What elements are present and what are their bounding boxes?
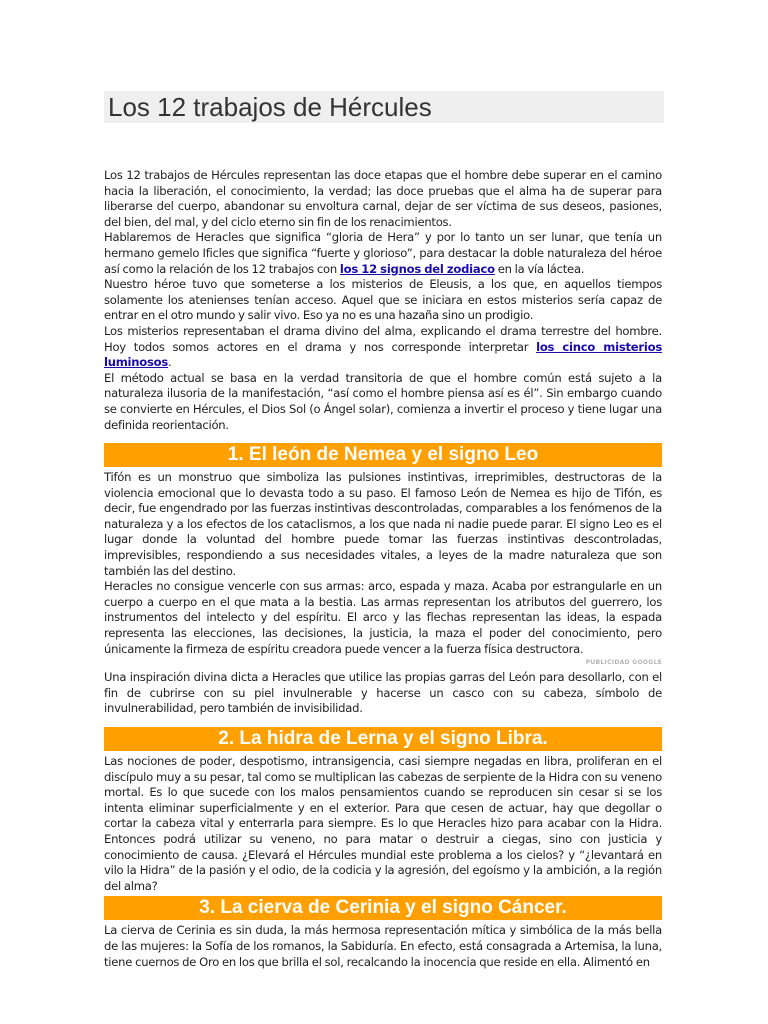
intro-paragraph-1: Los 12 trabajos de Hércules representan las doce etapas que el hombre debe superar en el camino hacia la liberación, el conocimiento, la verdad; las doce pruebas que el alma ha de superar para liberarse del cuerpo, abandonar su envoltura carnal, dejar de ser víctima de sus deseos, pasiones, del bien, del mal, y del ciclo eterno sin fin de los renacimientos. — [104, 168, 662, 229]
article-body — [104, 168, 662, 970]
intro-text: . — [168, 355, 172, 370]
section-3-paragraph-1: La cierva de Cerinia es sin duda, la más hermosa representación mítica y simbólica de la más bella de las mujeres: la Sofía de los romanos, la Sabiduría. En efecto, está consagrada a Artemisa, la luna, tiene cuernos de Oro en los que brilla el sol, recalcando la inocencia que reside en ella. Alimentó en — [104, 923, 662, 969]
zodiac-signs-link[interactable]: los 12 signos del zodiaco — [339, 261, 495, 276]
ad-label: PUBLICIDAD GOOGLE — [585, 659, 662, 667]
page-title: Los 12 trabajos de Hércules — [104, 91, 664, 123]
intro-text: Hablaremos de Heracles que significa “gloria de Hera” y por lo tanto un ser lunar, que tenía un hermano gemelo Ificles que significa “fuerte y glorioso”, para destacar la doble naturaleza del héroe así como la relación de los 12 trabajos con — [104, 230, 662, 276]
intro-text: Los misterios representaban el drama divino del alma, explicando el drama terrestre del hombre. Hoy todos somos actores en el drama y nos corresponde interpretar — [104, 323, 662, 354]
section-1-paragraph-2: Heracles no consigue vencerle con sus armas: arco, espada y maza. Acaba por estrangularle en un cuerpo a cuerpo en el que mata a la bestia. Las armas representan los atributos del guerrero, los instrumentos del intelecto y del espíritu. El arco y las flechas representan las ideas, la espada representa las elecciones, las decisiones, la justicia, la maza el poder del conocimiento, pero únicamente la firmeza de espíritu creadora puede vencer a la fuerza física destructora. — [104, 579, 662, 656]
section-1-paragraph-3: Una inspiración divina dicta a Heracles que utilice las propias garras del León para desollarlo, con el fin de cubrirse con su piel invulnerable y hacerse un casco con su cabeza, símbolo de invulnerabilidad, pero también de invisibilidad. — [104, 670, 662, 716]
section-2-paragraph-1: Las nociones de poder, despotismo, intransigencia, casi siempre negadas en libra, proliferan en el discípulo muy a su pesar, tal como se multiplican las cabezas de serpiente de la Hidra con su veneno mortal. Es lo que sucede con los malos pensamientos cuando se reproducen sin cesar si se los intenta eliminar superficialmente y en el exterior. Para que cesen de actuar, hay que degollar o cortar la cabeza vital y enterrarla para siempre. Es lo que Heracles hizo para acabar con la Hidra. Entonces podrá utilizar su veneno, no para matar o destruir a ciegas, sino con justicia y conocimiento de causa. ¿Elevará el Hércules mundial este problema a los cielos? y “¿levantará en vilo la Hidra” de la pasión y el odio, de la codicia y la agresión, del egoísmo y la ambición, a la región del alma? — [104, 754, 662, 893]
intro-text: en la vía láctea. — [494, 261, 585, 276]
section-1-paragraph-1: Tifón es un monstruo que simboliza las pulsiones instintivas, irreprimibles, destructoras de la violencia emocional que lo devasta todo a su paso. El famoso León de Nemea es hijo de Tifón, es decir, fue engendrado por las fuerzas instintivas descontroladas, comparables a los fenómenos de la naturaleza y a los efectos de los cataclismos, a los que nada ni nadie puede parar. El signo Leo es el lugar donde la voluntad del hombre puede tomar las fuerzas instintivas descontroladas, imprevisibles, respondiendo a sus necesidades vitales, a leyes de la madre naturaleza que son también las del destino. — [104, 470, 662, 578]
intro-paragraph-5: El método actual se basa en la verdad transitoria de que el hombre común está sujeto a la naturaleza ilusoria de la manifestación, “así como el hombre piensa así es él”. Sin embargo cuando se convierte en Hércules, el Dios Sol (o Ángel solar), comienza a invertir el proceso y tiene lugar una definida reorientación. — [104, 370, 662, 432]
section-heading-cancer: 3. La cierva de Cerinia y el signo Cáncer. — [104, 896, 662, 920]
luminous-mysteries-link[interactable]: los cinco misterios luminosos — [104, 339, 662, 370]
intro-paragraph-3: Nuestro héroe tuvo que someterse a los misterios de Eleusis, a los que, en aquellos tiempos solamente los atenienses tenían acceso. Aquel que se iniciara en estos misterios sería capaz de entrar en el otro mundo y salir vivo. Eso ya no es una hazaña sino un prodigio. — [104, 277, 662, 323]
section-heading-leo: 1. El león de Nemea y el signo Leo — [104, 443, 662, 467]
section-heading-libra: 2. La hidra de Lerna y el signo Libra. — [104, 727, 662, 751]
intro-paragraph-4 — [104, 324, 662, 371]
intro-paragraph-2 — [104, 230, 662, 277]
